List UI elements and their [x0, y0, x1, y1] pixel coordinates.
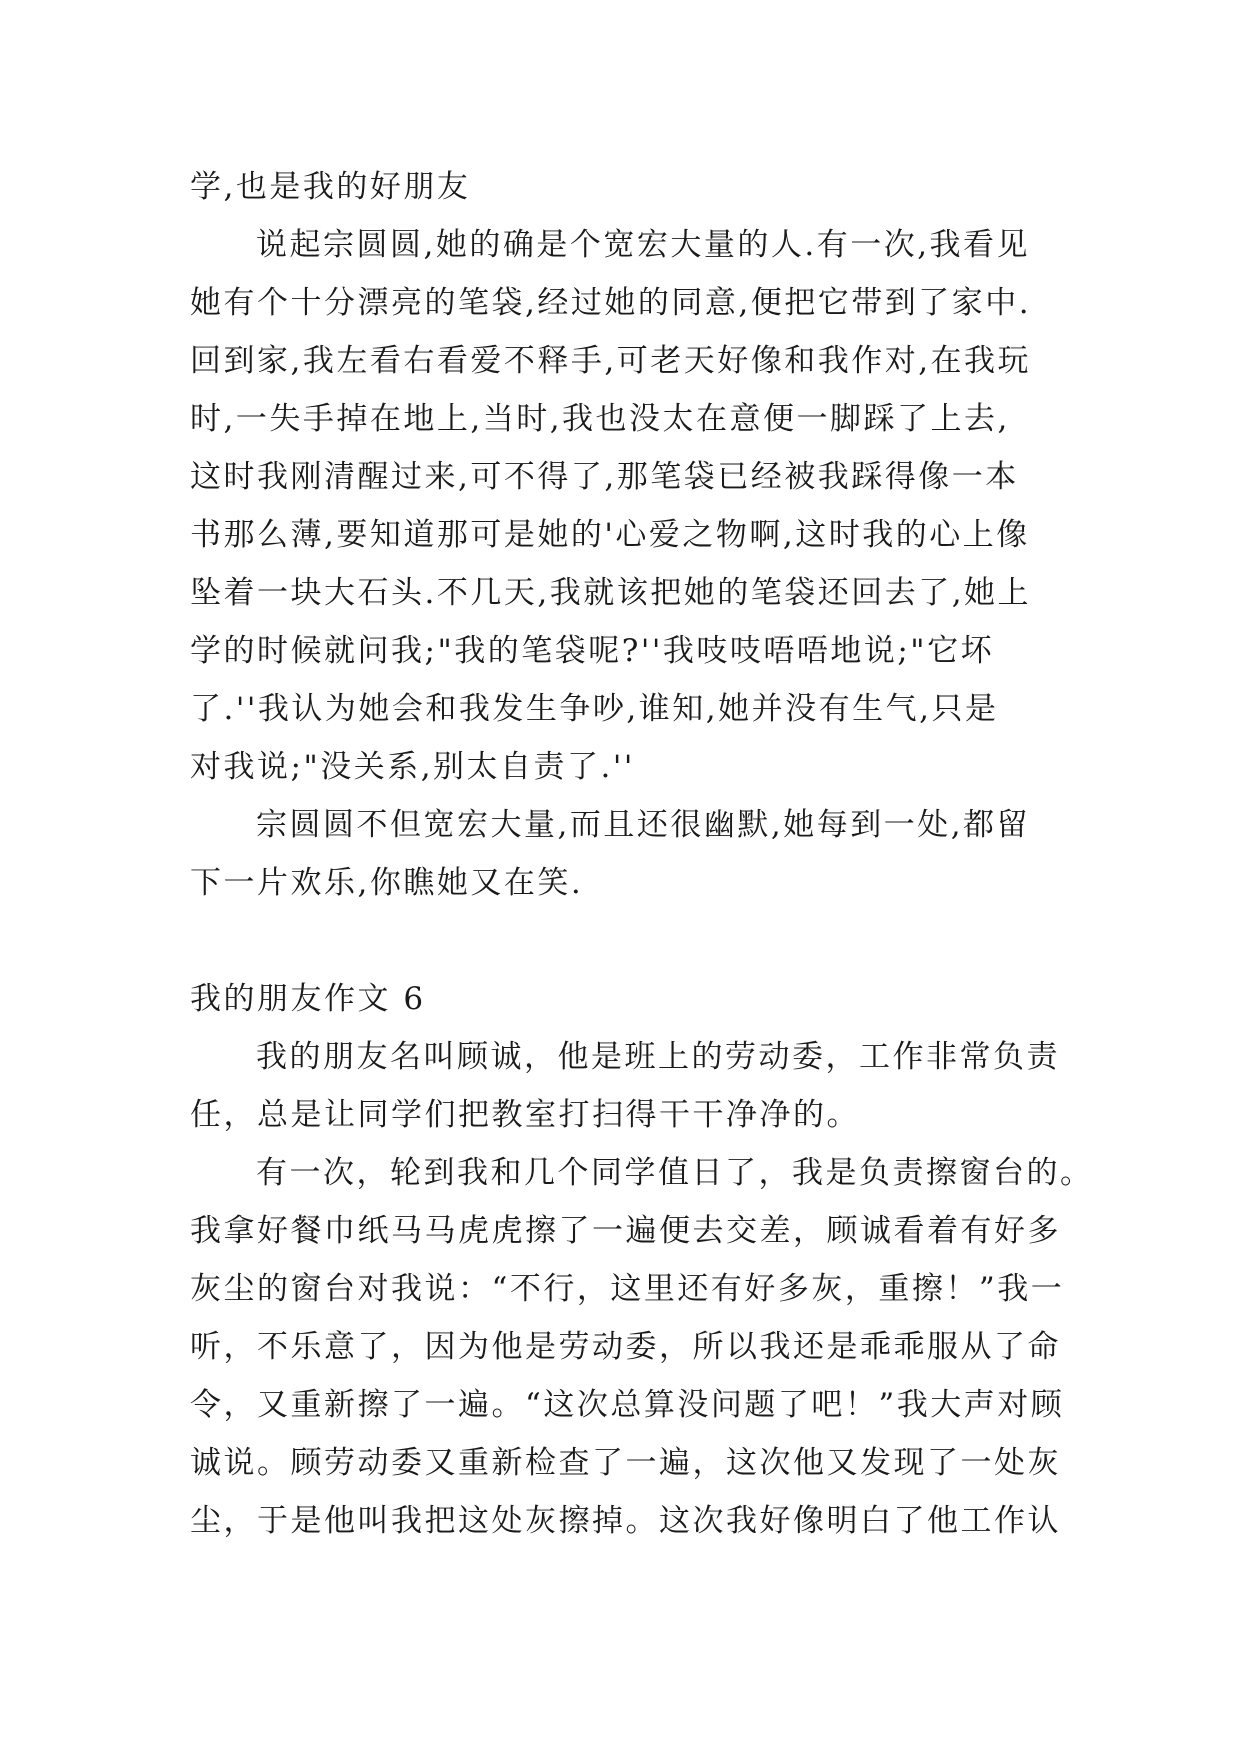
paragraph-line: 说起宗圆圆,她的确是个宽宏大量的人.有一次,我看见	[256, 227, 1031, 263]
paragraph-line: 时,一失手掉在地上,当时,我也没太在意便一脚踩了上去,	[190, 401, 1010, 437]
paragraph-line: 听，不乐意了，因为他是劳动委，所以我还是乖乖服从了命	[190, 1329, 1061, 1365]
paragraph-line: 学,也是我的好朋友	[190, 169, 471, 205]
paragraph-line: 这时我刚清醒过来,可不得了,那笔袋已经被我踩得像一本	[190, 459, 1019, 495]
paragraph-line: 宗圆圆不但宽宏大量,而且还很幽默,她每到一处,都留	[256, 807, 1031, 843]
paragraph-line: 她有个十分漂亮的笔袋,经过她的同意,便把它带到了家中.	[190, 285, 1032, 321]
paragraph-line: 坠着一块大石头.不几天,我就该把她的笔袋还回去了,她上	[190, 575, 1032, 611]
document-body	[190, 158, 1094, 1550]
paragraph-line: 书那么薄,要知道那可是她的'心爱之物啊,这时我的心上像	[190, 517, 1030, 553]
paragraph-line: 学的时候就问我;"我的笔袋呢?''我吱吱唔唔地说;"它坏	[190, 633, 995, 669]
paragraph-line: 诚说。顾劳动委又重新检查了一遍，这次他又发现了一处灰	[190, 1445, 1061, 1481]
paragraph-line: 下一片欢乐,你瞧她又在笑.	[190, 865, 584, 901]
paragraph-line: 尘，于是他叫我把这处灰擦掉。这次我好像明白了他工作认	[190, 1503, 1061, 1539]
paragraph-line: 了.''我认为她会和我发生争吵,谁知,她并没有生气,只是	[190, 691, 999, 727]
paragraph-line: 灰尘的窗台对我说：“不行，这里还有好多灰，重擦！”我一	[190, 1271, 1065, 1307]
section-spacer	[190, 912, 1055, 970]
paragraph-line: 令，又重新擦了一遍。“这次总算没问题了吧！”我大声对顾	[190, 1387, 1065, 1423]
paragraph-line: 有一次，轮到我和几个同学值日了，我是负责擦窗台的。	[256, 1155, 1094, 1191]
paragraph-line: 任，总是让同学们把教室打扫得干干净净的。	[190, 1097, 860, 1133]
paragraph-line: 回到家,我左看右看爱不释手,可老天好像和我作对,在我玩	[190, 343, 1032, 379]
paragraph-line: 对我说;"没关系,别太自责了.''	[190, 749, 635, 785]
paragraph-line: 我拿好餐巾纸马马虎虎擦了一遍便去交差，顾诚看着有好多	[190, 1213, 1061, 1249]
section-title: 我的朋友作文 6	[190, 981, 426, 1017]
paragraph-line: 我的朋友名叫顾诚，他是班上的劳动委，工作非常负责	[256, 1039, 1060, 1075]
